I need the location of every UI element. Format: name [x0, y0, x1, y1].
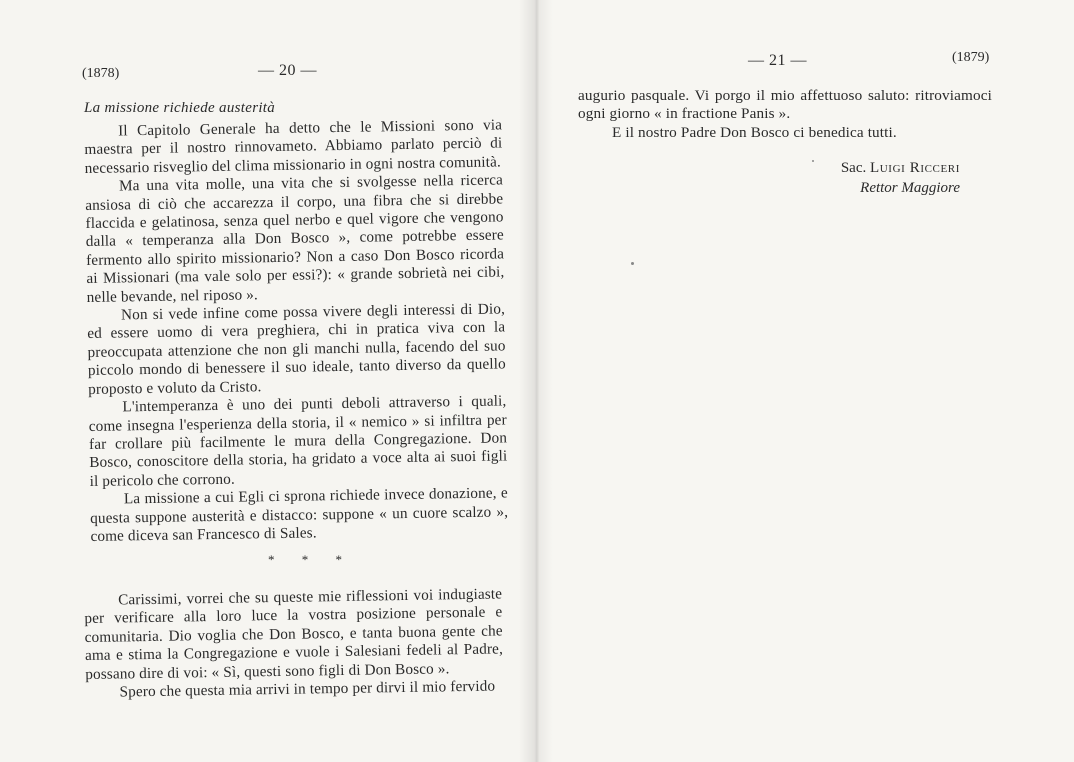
right-body-text — [578, 87, 992, 142]
signature-block — [800, 158, 960, 198]
signature-prefix: Sac. — [840, 160, 867, 176]
paper-speck — [812, 160, 814, 162]
body-text-before-separator — [84, 116, 509, 546]
signature-name-line — [800, 158, 960, 178]
right-page-number: — 21 — — [748, 52, 807, 69]
paragraph: Spero che questa mia arrivi in tempo per dirvi il mio fervido — [119, 677, 496, 701]
left-page-year: (1878) — [82, 66, 120, 81]
paragraph: Ma una vita molle, una vita che si svolgesse nella ricerca ansiosa di ciò che accarezza il corpo, una fibra che si direbbe flaccida e gelatinosa, senza quel nerbo e quel vigore che vengono dalla « temperanza alla Don Bosco », come potrebbe essere fermento allo spirito missionario? Non a caso Don Bosco ricorda ai Missionari (ma vale solo per essi?): « grande sobrietà nei cibi, nelle bevande, nel riposo ». — [85, 171, 505, 306]
paragraph: L'intemperanza è uno dei punti deboli attraverso i quali, come insegna l'esperienza della storia, il « nemico » si infiltra per far crollare più facilmente le mura della Congregazione. Don Bosco, conoscitore della storia, ha gridato a voce alta ai suoi figli il pericolo che corrono. — [88, 392, 508, 490]
right-page-year: (1879) — [952, 50, 990, 65]
section-separator: * * * — [268, 552, 354, 567]
paragraph: Carissimi, vorrei che su queste mie riflessioni voi indugiaste per verificare alla loro luce la vostra posizione personale e comunitaria. Dio voglia che Don Bosco, e tanta buona gente che ama e stima la Congregazione e vuole i Salesiani fedeli al Padre, possano dire di voi: « Sì, questi sono figli di Don Bosco ». — [84, 585, 504, 683]
paragraph: augurio pasquale. Vi porgo il mio affettuoso saluto: ritroviamoci ogni giorno « in fractione Panis ». — [578, 87, 992, 123]
book-gutter — [519, 0, 553, 762]
signature-role: Rettor Maggiore — [860, 180, 960, 196]
paragraph: Non si vede infine come possa vivere degli interessi di Dio, ed essere uomo di vera preghiera, chi in pratica viva con la preoccupata attenzione che non gli manchi nulla, facendo del suo piccolo mondo di benessere il suo ideale, tanto diverso da quello proposto e voluto da Cristo. — [87, 300, 506, 398]
body-text-after-separator — [84, 585, 504, 702]
signature-name: Luigi Ricceri — [870, 160, 960, 176]
section-title: La missione richiede austerità — [84, 100, 276, 116]
paper-speck — [631, 262, 634, 265]
paragraph: La missione a cui Egli ci sprona richiede invece donazione, e questa suppone austerità e distacco: suppone « un cuore scalzo », come diceva san Francesco di Sales. — [90, 484, 509, 545]
paragraph: E il nostro Padre Don Bosco ci benedica tutti. — [612, 123, 897, 141]
paragraph: Il Capitolo Generale ha detto che le Missioni sono via maestra per il nostro rinnovameto. Abbiamo parlato perciò di necessario risveglio del clima missionario in ogni nostra comunità. — [84, 116, 503, 177]
left-page-number: — 20 — — [258, 62, 317, 79]
left-page — [0, 0, 535, 762]
